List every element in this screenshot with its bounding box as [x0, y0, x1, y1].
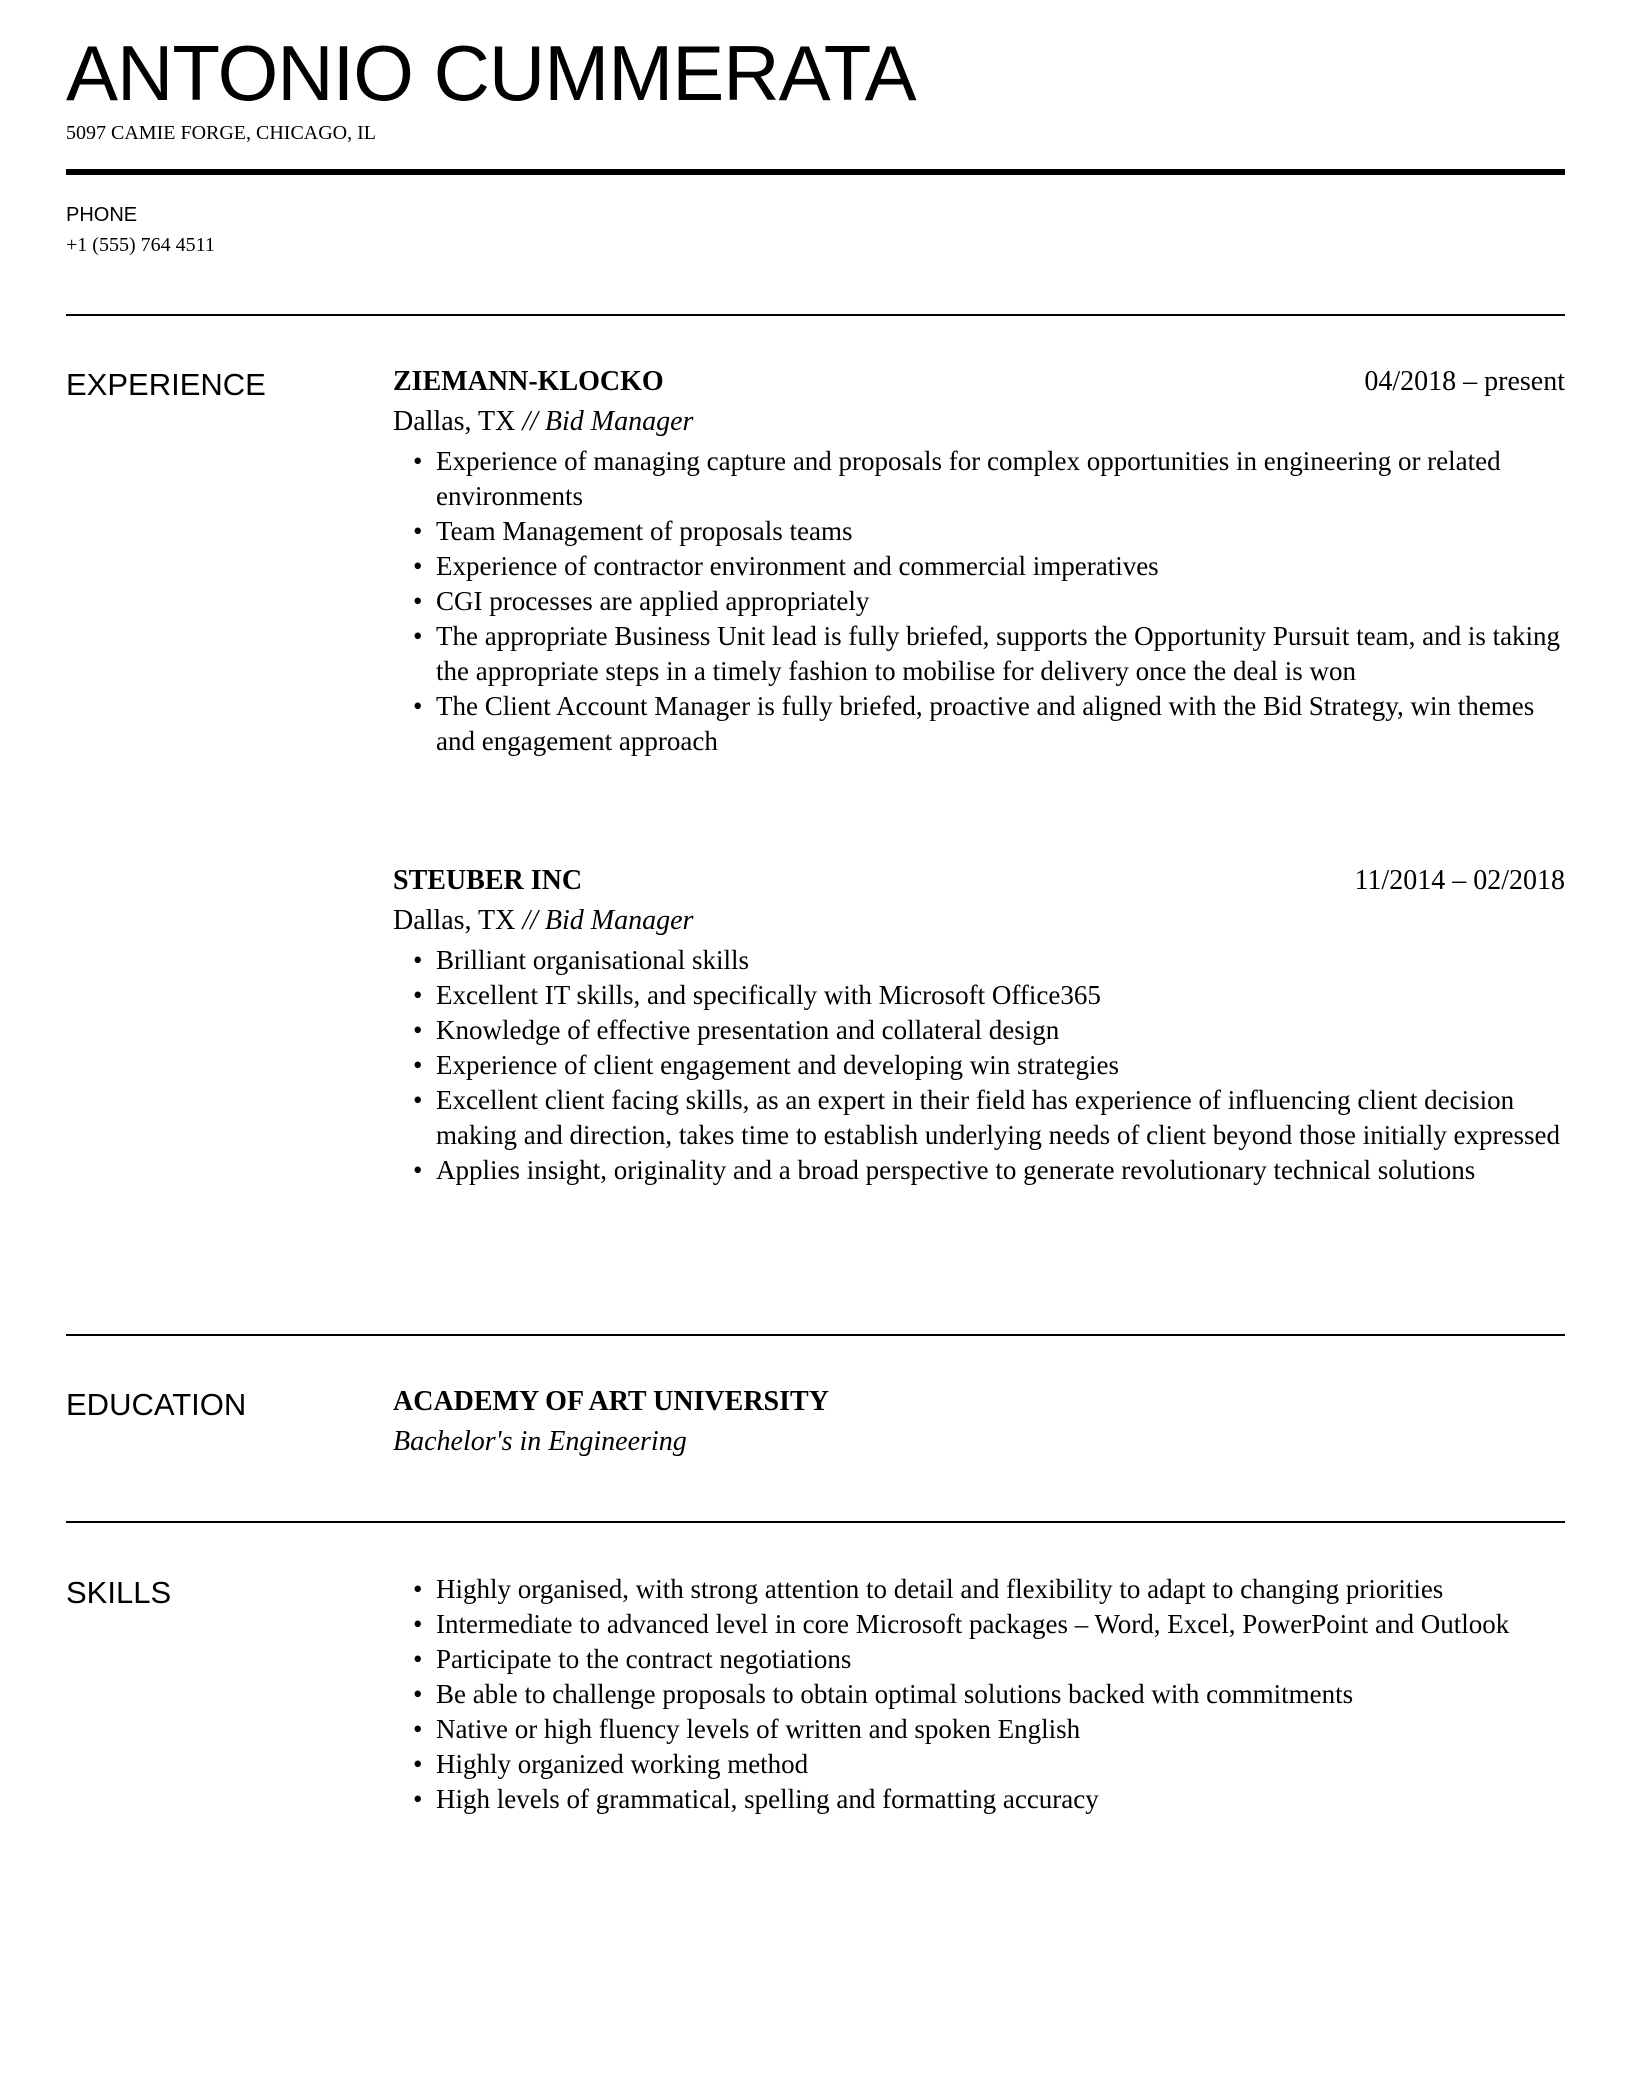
phone-number: +1 (555) 764 4511: [66, 234, 215, 256]
job-subtitle: [393, 901, 1565, 941]
school-name: ACADEMY OF ART UNIVERSITY: [393, 1386, 829, 1417]
job-bullets: [393, 943, 1565, 1188]
education-heading: EDUCATION: [66, 1387, 247, 1422]
section-divider: [66, 1334, 1565, 1336]
list-item: • Excellent client facing skills, as an expert in their field has experience of influencing client decision making and direction, takes time to establish underlying needs of client beyond those initially expressed: [413, 1085, 1560, 1150]
list-item: • High levels of grammatical, spelling and formatting accuracy: [413, 1784, 1099, 1814]
list-item: • The appropriate Business Unit lead is fully briefed, supports the Opportunity Pursuit team, and is taking the appropriate steps in a timely fashion to mobilise for delivery once the deal is won: [413, 621, 1561, 686]
list-item: • Knowledge of effective presentation and collateral design: [413, 1015, 1060, 1045]
list-item: • Applies insight, originality and a broad perspective to generate revolutionary technical solutions: [413, 1155, 1476, 1185]
list-item: • Be able to challenge proposals to obtain optimal solutions backed with commitments: [413, 1679, 1354, 1709]
list-item: • Experience of managing capture and proposals for complex opportunities in engineering or related environments: [413, 446, 1501, 511]
job-separator: //: [522, 406, 538, 437]
list-item: • Brilliant organisational skills: [413, 945, 749, 975]
list-item: • CGI processes are applied appropriately: [413, 586, 870, 616]
list-item: • Highly organized working method: [413, 1749, 809, 1779]
list-item: • Highly organised, with strong attention to detail and flexibility to adapt to changing priorities: [413, 1574, 1444, 1604]
list-item: • Excellent IT skills, and specifically with Microsoft Office365: [413, 980, 1101, 1010]
phone-label: PHONE: [66, 204, 138, 226]
candidate-name: ANTONIO CUMMERATA: [66, 29, 916, 117]
list-item: • Team Management of proposals teams: [413, 516, 853, 546]
job-dates: 04/2018 – present: [1364, 366, 1565, 397]
skills-list: [393, 1572, 1565, 1817]
list-item: • Native or high fluency levels of written and spoken English: [413, 1714, 1081, 1744]
job-bullets: [393, 444, 1565, 759]
job-subtitle: [393, 402, 1565, 442]
skills-entry: [393, 1572, 1565, 1817]
degree: Bachelor's in Engineering: [393, 1426, 687, 1457]
list-item: • Experience of client engagement and developing win strategies: [413, 1050, 1119, 1080]
list-item: • The Client Account Manager is fully briefed, proactive and aligned with the Bid Strategy, win themes and engagement approach: [413, 691, 1535, 756]
job-company: STEUBER INC: [393, 865, 583, 896]
skills-heading: SKILLS: [66, 1575, 172, 1610]
header-divider: [66, 169, 1565, 175]
list-item: • Intermediate to advanced level in core Microsoft packages – Word, Excel, PowerPoint and Outlook: [413, 1609, 1510, 1639]
job-location: Dallas, TX: [393, 905, 516, 936]
list-item: • Participate to the contract negotiations: [413, 1644, 852, 1674]
job-dates: 11/2014 – 02/2018: [1354, 865, 1565, 896]
section-divider: [66, 1521, 1565, 1523]
list-item: • Experience of contractor environment and commercial imperatives: [413, 551, 1159, 581]
address: 5097 CAMIE FORGE, CHICAGO, IL: [66, 122, 376, 144]
job-location: Dallas, TX: [393, 406, 516, 437]
job-role: Bid Manager: [544, 406, 694, 437]
education-entry: [393, 1382, 1565, 1462]
job-entry: [393, 861, 1565, 1188]
job-role: Bid Manager: [544, 905, 694, 936]
job-entry: [393, 362, 1565, 759]
experience-heading: EXPERIENCE: [66, 367, 266, 402]
job-company: ZIEMANN-KLOCKO: [393, 366, 664, 397]
job-separator: //: [522, 905, 538, 936]
section-divider: [66, 314, 1565, 316]
